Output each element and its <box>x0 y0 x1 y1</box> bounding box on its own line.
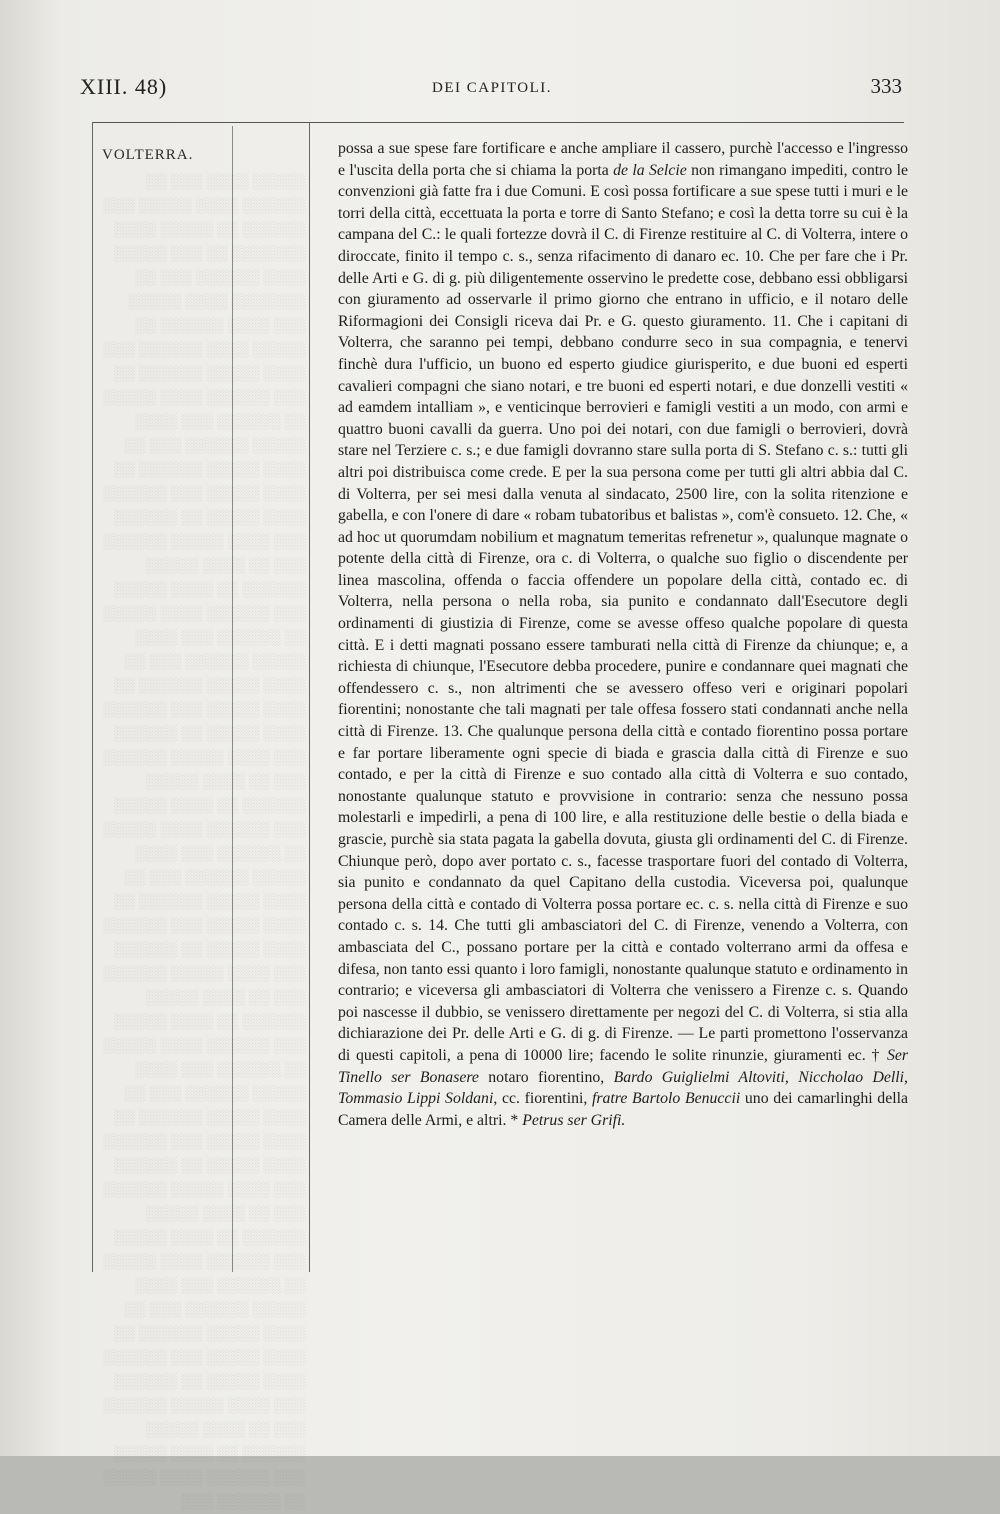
body-segment: notaro fiorentino, <box>478 1068 614 1086</box>
body-segment: possa a sue spese fare fortificare e anche ampliare il cassero, purchè l'accesso e l'ingresso e l'uscita della porta che si chiama la porta <box>338 140 908 179</box>
body-segment: uno dei camarlinghi della Camera delle Armi, e altri. * <box>338 1090 909 1129</box>
body-italic: Ser Tinello ser Bonasere <box>338 1046 908 1086</box>
chapter-reference: XIII. 48) <box>80 74 168 99</box>
body-text <box>338 138 908 1131</box>
body-italic: de la Selcie <box>613 161 687 179</box>
running-title: DEI CAPITOLI. <box>432 80 553 96</box>
body-italic: Petrus ser Grifi. <box>522 1111 626 1129</box>
running-head <box>80 74 902 104</box>
body-segment: non rimangano impediti, contro le convenzioni già fatte fra i due Comuni. E così possa fortificare a sue spese tutti i muri e le torri della città, eccettuata la porta e torre di Santo Stefano; e così la detta torre su cui è la campana del C.: le quali fortezze dovrà il C. di Firenze restituire al C. di Volterra, intere o diroccate, finito il tempo c. s., senza rifacimento di danaro ec. 10. Che per fare che i Pr. delle Arti e G. di g. più diligentemente osservino le predette cose, debbano essi obbligarsi con giuramento ad osservarle il primo giorno che entrano in ufficio, e il notaro delle Riformagioni dei Consigli riceva dai Pr. e G. questo giuramento. 11. Che i capitani di Volterra, che saranno pei tempi, debbano condurre seco in sua compagnia, e tenervi finchè dura l'ufficio, un buono ed esperto giudice giurisperito, e due buoni ed esperti cavalieri compagni che siano notari, e tre buoni ed esperti notari, e due donzelli vestiti « ad eamdem intalliam », e venticinque berrovieri e famigli vestiti a un modo, con armi e quattro buoni cavalli da guerra. Uno poi dei notari, con due famigli o berrovieri, dovrà stare nel Terziere c. s.; e due famigli dovranno stare sulla porta di S. Stefano c. s.: tutti gli altri poi distribuisca come crede. E per la sua persona come per tutti gli altri abbia dal C. di Volterra, per sei mesi dalla venuta al sindacato, 2500 lire, con la solita ritenzione e gabella, e con l'onere di dare « robam tubatoribus et balistas », com'è consueto. 12. Che, « ad hoc ut quorumdam nobilium et magnatum temeritas refrenetur », qualunque magnate o potente della città di Firenze, ora c. di Volterra, o qualche suo figlio o discendente per linea mascolina, offenda o faccia offendere un popolare della città, contado ec. di Volterra, nella persona o nella roba, sia punito e condannato dall'Esecutore degli ordinamenti di giustizia di Firenze, come se avesse offeso qualche popolare di questa città. E i detti magnati possano essere tamburati nella città di Firenze da chiunque; e, a richiesta di chiunque, l'Esecutore debba procedere, punire e condannare quei magnati che offendessero c. s., non altrimenti che se avessero offeso veri e originari popolari fiorentini; nonostante che tali magnati per tale offesa fossero stati condannati anche nella città di Firenze. 13. Che qualunque persona della città e contado fiorentino possa portare e far portare liberamente ogni specie di biada e grascia dalla città di Firenze e suo contado, e per la città di Firenze e suo contado alla città di Volterra e suo contado, nonostante qualunque statuto e provvisione in contrario: senza che nessuno possa molestarli e impedirli, a pena di 100 lire, e alla restituzione delle bestie o della biada e grascie, purchè sia stata pagata la gabella dovuta, giusta gli ordinamenti del C. di Firenze. Chiunque però, dopo aver portato c. s., facesse trasportare fuori del contado di Volterra, sia punito e condannato da quel Capitano della custodia. Viceversa poi, qualunque persona della città e contado di Volterra possa portare ec. c. s. nella città di Firenze e suo contado c. s. 14. Che tutti gli ambasciatori del C. di Firenze, venendo a Volterra, con ambasciata del C., possano portare per la città e contado volterrano armi da offesa e difesa, non tanto essi quanto i loro famigli, nonostante qualunque statuto e ordinamento in contrario; e viceversa gli ambasciatori di Volterra che venissero a Firenze c. s. Quando poi nascesse il dubbio, se venissero direttamente per negozi del C. di Volterra, si stia alla dichiarazione dei Pr. delle Arti e G. di g. di Firenze. — Le parti promettono l'osservanza di questi capitoli, a pena di 10000 lire; facendo le solite rinunzie, giuramenti ec. † <box>338 161 908 1064</box>
show-through-text: ░░░░░ ░░░░ ░░░ ░░ ░░░░░░ ░░░░ ░░░░░ ░░░ ░░░░░░ ░░ ░░░░░ ░░░░ ░░░░░░░ ░░ ░░░ ░░░░░ ░░░░ ░░░░░░ ░░░ ░░ ░░░░░░░ ░░░░ ░░░░░ ░░░ ░░░░ ░░░░░░ ░░ ░░░░░ ░░░░ ░░░░░░ ░░░ ░░░░ ░░░░░ ░░░░░░ ░░ ░░░ ░░░░░░ ░░░░ ░░░░░ ░░ ░░░░░░ ░░░ ░░░░ ░░░░░ ░░░░░░ ░░░ ░░ ░░░░ ░░░░░ ░░░░░░ ░░ ░░░░ ░░░░░ ░░░ ░░░░░░ ░░░░ ░░░░░ ░░ ░░░░░░ ░░░ ░░░░ ░░░░░ ░░░░░░ ░░░ ░░ ░░░░ ░░░░░ ░░░░░░ ░░ ░░░░ ░░░░░ ░░░ ░░░░░░ ░░░░ ░░░░░ ░░ ░░░░░░ ░░░ ░░░░ ░░░░░ ░░░░░░ ░░░ ░░ ░░░░ ░░░░░ ░░░░░░ ░░ ░░░░ ░░░░░ ░░░ ░░░░░░ ░░░░ ░░░░░ ░░ ░░░░░░ ░░░ ░░░░ ░░░░░ ░░░░░░ ░░░ ░░ ░░░░ ░░░░░ ░░░░░░ ░░ ░░░░ ░░░░░ ░░░ ░░░░░░ ░░░░ ░░░░░ ░░ ░░░░░░ ░░░ ░░░░ ░░░░░ ░░░░░░ ░░░ ░░ ░░░░ ░░░░░ ░░░░░░ ░░ ░░░░ ░░░░░ ░░░ ░░░░░░ ░░░░ ░░░░░ ░░ ░░░░░░ ░░░ ░░░░ ░░░░░ ░░░░░░ ░░░ ░░ ░░░░ ░░░░░ ░░░░░░ ░░ ░░░░ ░░░░░ ░░░ ░░░░░░ ░░░░ ░░░░░ ░░ ░░░░░░ ░░░ ░░░░ ░░░░░ ░░░░░░ ░░░ ░░ ░░░░ ░░░░░ ░░░░░░ ░░ ░░░░ ░░░░░ ░░░ ░░░░░░ ░░░░ ░░░░░ ░░ ░░░░░░ ░░░ ░░░░ ░░░░░ ░░░░░░ ░░░ ░░ ░░░░ ░░░░░ ░░░░░░ ░░ ░░░░ ░░░░░ ░░░ ░░░░░░ ░░░░ ░░░░░ ░░ ░░░░░░ ░░░ ░░░░ ░░░░░ ░░░░░░ ░░░ ░░ ░░░░ ░░░░░ ░░░░░░ ░░ ░░░░ ░░░░░ ░░░ ░░░░░░ ░░░░ ░░░░░ ░░ ░░░░░░ ░░░ ░░░░ ░░░░░ ░░░░░░ ░░░ ░░ ░░░░ ░░░░░ ░░░░░░ ░░ ░░░░ ░░░░░ ░░░ ░░░░░░ ░░░░ ░░░░░ ░░ ░░░░░░ ░░░ <box>103 174 306 1510</box>
body-segment: , cc. fiorentini, <box>493 1090 592 1108</box>
body-italic: fratre Bartolo Benuccii <box>591 1090 741 1108</box>
page-number: 333 <box>870 74 902 98</box>
body-italic: Bardo Guiglielmi Altoviti, Niccholao Delli, Tommasio Lippi Soldani <box>338 1068 909 1108</box>
margin-note-volterra: VOLTERRA. <box>102 147 194 163</box>
